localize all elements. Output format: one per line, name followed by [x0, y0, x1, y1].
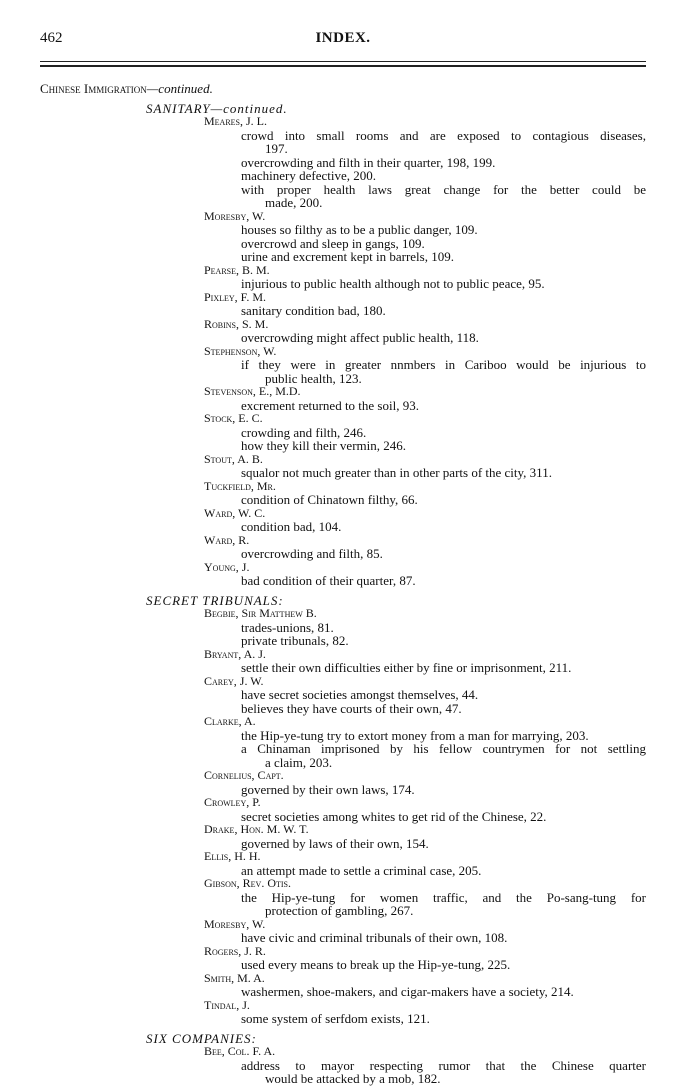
- index-entry: [40, 399, 646, 413]
- index-entry: [40, 621, 646, 635]
- index-entry: [40, 493, 646, 507]
- index-entry: [40, 702, 646, 716]
- person-name: Begbie, Sir Matthew B.: [204, 606, 317, 620]
- person-name: Bee, Col. F. A.: [204, 1044, 276, 1058]
- entry-text: the Hip-ye-tung try to extort money from a man for marrying, 203.: [241, 727, 589, 743]
- index-entry: [40, 931, 646, 945]
- index-entry: [40, 426, 646, 440]
- person-name: Rogers, J. R.: [204, 943, 266, 958]
- entry-text: urine and excrement kept in barrels, 109.: [241, 249, 454, 264]
- section-heading: SECRET TRIBUNALS:: [146, 592, 284, 608]
- header-rule-top: [40, 61, 646, 62]
- person-name: Cornelius, Capt.: [204, 768, 284, 782]
- index-entry: [40, 661, 646, 675]
- page-title: INDEX.: [315, 30, 371, 46]
- index-entry: [40, 688, 646, 702]
- entry-text: bad condition of their quarter, 87.: [241, 573, 416, 588]
- entry-text: washermen, shoe-makers, and cigar-makers have a society, 214.: [241, 984, 574, 999]
- entry-text: condition of Chinatown filthy, 66.: [241, 492, 418, 507]
- person-name: Stout, A. B.: [204, 451, 263, 466]
- entry-text: condition bad, 104.: [241, 519, 342, 534]
- index-entry: [40, 574, 646, 588]
- person-name: Tindal, J.: [204, 997, 250, 1012]
- entry-text: have civic and criminal tribunals of their own, 108.: [241, 930, 508, 945]
- entry-continuation: 197.: [265, 141, 288, 156]
- person-name: Bryant, A. J.: [204, 646, 266, 661]
- entry-text: overcrowding and filth in their quarter, 198, 199.: [241, 154, 496, 170]
- person-name: Drake, Hon. M. W. T.: [204, 822, 309, 836]
- person-name: Smith, M. A.: [204, 970, 265, 985]
- index-entry: [40, 331, 646, 345]
- index-entry: [40, 810, 646, 824]
- entry-text: with proper health laws great change for the better could be: [241, 181, 646, 197]
- entry-continuation: made, 200.: [265, 195, 323, 210]
- person-name: Pearse, B. M.: [204, 262, 270, 277]
- entry-text: if they were in greater nnmbers in Cariboo would be injurious to: [241, 357, 646, 372]
- index-entry: [40, 156, 646, 170]
- index-entry: [40, 1059, 646, 1086]
- entry-text: houses so filthy as to be a public danger, 109.: [241, 222, 478, 237]
- entry-text: how they kill their vermin, 246.: [241, 438, 407, 453]
- topic-name: Chinese Immigration: [40, 81, 147, 96]
- person-name: Pixley, F. M.: [204, 289, 267, 304]
- entry-text: crowding and filth, 246.: [241, 424, 367, 440]
- index-entry: [40, 250, 646, 264]
- index-entry: [40, 223, 646, 237]
- section-heading: SIX COMPANIES:: [146, 1030, 257, 1046]
- person-name: Stephenson, W.: [204, 343, 277, 358]
- page-number: 462: [40, 30, 63, 46]
- entry-text: overcrowding and filth, 85.: [241, 546, 383, 561]
- index-entry: [40, 466, 646, 480]
- entry-text: used every means to break up the Hip-ye-tung, 225.: [241, 957, 511, 972]
- person-name: Ward, W. C.: [204, 505, 266, 520]
- topic-suffix: —continued.: [146, 81, 213, 96]
- person-name: Ellis, H. H.: [204, 849, 261, 863]
- index-entry: [40, 742, 646, 769]
- index-entry: [40, 729, 646, 743]
- index-entry: [40, 985, 646, 999]
- person-name: Moresby, W.: [204, 916, 266, 931]
- entry-text: the Hip-ye-tung for women traffic, and the Po-sang-tung for: [241, 889, 646, 905]
- person-name: Stevenson, E., M.D.: [204, 384, 301, 398]
- entry-text: overcrowd and sleep in gangs, 109.: [241, 235, 425, 251]
- entry-text: governed by their own laws, 174.: [241, 781, 415, 797]
- index-entry: [40, 837, 646, 851]
- section-heading: SANITARY—continued.: [146, 100, 288, 116]
- index-content: [40, 82, 646, 1086]
- entry-text: have secret societies amongst themselves, 44.: [241, 687, 479, 702]
- index-entry: [40, 304, 646, 318]
- index-entry: [40, 129, 646, 156]
- entry-text: some system of serfdom exists, 121.: [241, 1011, 430, 1026]
- index-entry: [40, 1012, 646, 1026]
- entry-text: crowd into small rooms and are exposed to contagious diseases,: [241, 127, 646, 143]
- person-name: Ward, R.: [204, 532, 250, 547]
- entry-continuation: public health, 123.: [265, 370, 362, 386]
- entry-text: secret societies among whites to get rid of the Chinese, 22.: [241, 808, 547, 824]
- entry-text: excrement returned to the soil, 93.: [241, 397, 419, 413]
- index-entry: [40, 169, 646, 183]
- entry-text: overcrowding might affect public health, 118.: [241, 330, 479, 345]
- entry-text: an attempt made to settle a criminal case, 205.: [241, 862, 482, 878]
- person-name: Crowley, P.: [204, 795, 261, 809]
- index-entry: [40, 634, 646, 648]
- entry-continuation: protection of gambling, 267.: [265, 903, 414, 918]
- index-entry: [40, 183, 646, 210]
- entry-text: believes they have courts of their own, 47.: [241, 700, 462, 716]
- index-entry: [40, 277, 646, 291]
- index-entry: [40, 958, 646, 972]
- entry-continuation: would be attacked by a mob, 182.: [265, 1071, 441, 1086]
- index-entry: [40, 520, 646, 534]
- person-name: Clarke, A.: [204, 714, 256, 728]
- person-name: Robins, S. M.: [204, 316, 269, 331]
- entry-text: sanitary condition bad, 180.: [241, 303, 386, 318]
- index-entry: [40, 547, 646, 561]
- person-name: Meares, J. L.: [204, 114, 268, 128]
- entry-text: machinery defective, 200.: [241, 168, 376, 183]
- entry-text: squalor not much greater than in other parts of the city, 311.: [241, 465, 552, 480]
- index-entry: [40, 891, 646, 918]
- entry-text: injurious to public health although not to public peace, 95.: [241, 276, 545, 291]
- person-name: Stock, E. C.: [204, 411, 263, 425]
- person-name: Tuckfield, Mr.: [204, 478, 276, 493]
- entry-text: governed by laws of their own, 154.: [241, 835, 429, 851]
- index-entry: [40, 358, 646, 385]
- entry-text: private tribunals, 82.: [241, 633, 349, 648]
- header-rule-bottom: [40, 65, 646, 67]
- person-name: Carey, J. W.: [204, 673, 264, 688]
- index-entry: [40, 237, 646, 251]
- entry-continuation: a claim, 203.: [265, 754, 333, 770]
- person-name: Gibson, Rev. Otis.: [204, 876, 292, 890]
- entry-text: a Chinaman imprisoned by his fellow countrymen for not settling: [241, 741, 646, 756]
- index-entry: [40, 864, 646, 878]
- entry-text: trades-unions, 81.: [241, 619, 334, 635]
- entry-text: address to mayor respecting rumor that the Chinese quarter: [241, 1057, 646, 1073]
- index-entry: [40, 783, 646, 797]
- topic-heading: [40, 82, 646, 96]
- page-header: [40, 30, 646, 50]
- person-name: Moresby, W.: [204, 208, 266, 223]
- index-entry: [40, 439, 646, 453]
- entry-text: settle their own difficulties either by fine or imprisonment, 211.: [241, 660, 572, 675]
- person-name: Young, J.: [204, 559, 250, 574]
